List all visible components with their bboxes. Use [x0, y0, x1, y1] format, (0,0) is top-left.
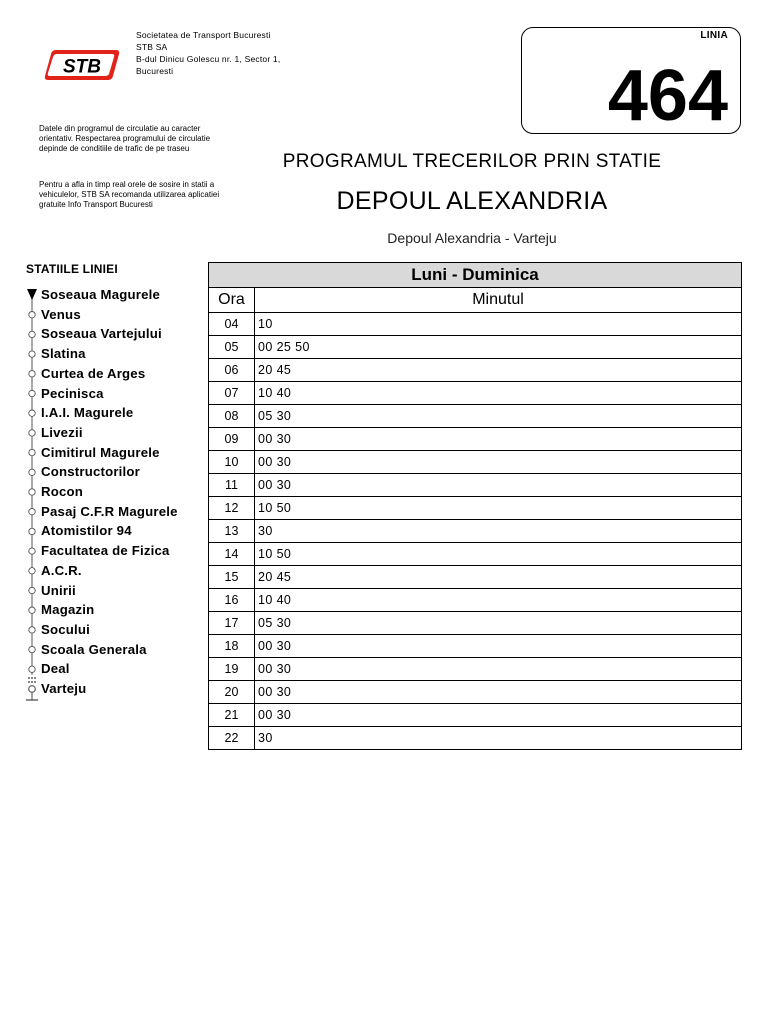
station-item: Curtea de Arges — [41, 365, 146, 381]
station-marker — [29, 449, 35, 455]
station-marker — [29, 489, 35, 495]
hour-cell: 16 — [209, 589, 255, 611]
station-marker — [29, 568, 35, 574]
table-row — [209, 520, 741, 543]
hour-cell: 11 — [209, 474, 255, 496]
station-marker — [29, 607, 35, 613]
table-row — [209, 727, 741, 749]
minutes-cell: 10 — [258, 317, 273, 331]
table-row — [209, 704, 741, 727]
hour-cell: 04 — [209, 313, 255, 335]
station-item: Slatina — [41, 346, 86, 362]
station-marker — [29, 331, 35, 337]
station-marker — [29, 528, 35, 534]
station-item: Unirii — [41, 582, 76, 598]
logo-text: STB — [63, 56, 101, 78]
company-city: Bucuresti — [136, 66, 174, 76]
program-title: PROGRAMUL TRECERILOR PRIN STATIE — [282, 151, 662, 172]
station-item: Atomistilor 94 — [41, 523, 132, 539]
hour-cell: 07 — [209, 382, 255, 404]
minutes-cell: 00 30 — [258, 685, 292, 699]
table-row — [209, 497, 741, 520]
minutes-cell: 10 40 — [258, 386, 292, 400]
minutes-cell: 00 30 — [258, 639, 292, 653]
station-item: I.A.I. Magurele — [41, 405, 134, 421]
station-title: DEPOUL ALEXANDRIA — [336, 187, 608, 215]
timetable-body — [209, 313, 741, 749]
hour-cell: 13 — [209, 520, 255, 542]
hour-cell: 17 — [209, 612, 255, 634]
hour-cell: 12 — [209, 497, 255, 519]
hour-cell: 20 — [209, 681, 255, 703]
hour-cell: 09 — [209, 428, 255, 450]
station-marker — [29, 469, 35, 475]
station-item: Pecinisca — [41, 385, 104, 401]
line-label: LINIA — [700, 30, 728, 41]
table-row — [209, 382, 741, 405]
hour-cell: 18 — [209, 635, 255, 657]
table-row — [209, 359, 741, 382]
table-row — [209, 658, 741, 681]
table-row — [209, 474, 741, 497]
terminus-dot — [31, 677, 33, 679]
table-row — [209, 543, 741, 566]
station-item: A.C.R. — [41, 562, 82, 578]
table-row — [209, 428, 741, 451]
hour-cell: 08 — [209, 405, 255, 427]
table-row — [209, 681, 741, 704]
station-item: Soseaua Vartejului — [41, 326, 162, 342]
station-item: Constructorilor — [41, 464, 140, 480]
table-row — [209, 313, 741, 336]
schedule-disclaimer: Datele din programul de circulatie au caracter orientativ. Respectarea programului de circulatie depinde de conditiile de trafic de pe traseu — [39, 124, 211, 153]
station-item: Soseaua Magurele — [41, 287, 161, 302]
station-item: Socului — [41, 621, 91, 637]
terminus-dot — [34, 681, 36, 683]
station-marker — [29, 666, 35, 672]
station-marker — [29, 509, 35, 515]
table-row — [209, 451, 741, 474]
minutes-cell: 20 45 — [258, 570, 292, 584]
minutes-cell: 30 — [258, 524, 273, 538]
station-marker — [29, 371, 35, 377]
minutes-cell: 00 25 50 — [258, 340, 310, 354]
table-row — [209, 635, 741, 658]
minutes-cell: 10 50 — [258, 501, 292, 515]
company-info — [136, 29, 280, 77]
station-marker — [29, 410, 35, 416]
hour-cell: 21 — [209, 704, 255, 726]
minutes-cell: 10 40 — [258, 593, 292, 607]
station-item: Venus — [41, 306, 81, 322]
timetable-day-label: Luni - Duminica — [209, 263, 741, 288]
line-number: 464 — [607, 56, 728, 136]
stb-logo — [44, 48, 120, 82]
station-item: Livezii — [41, 424, 83, 440]
minutes-cell: 10 50 — [258, 547, 292, 561]
minutes-cell: 00 30 — [258, 662, 292, 676]
station-item: Deal — [41, 661, 70, 677]
start-station-marker — [27, 289, 37, 300]
station-marker — [29, 548, 35, 554]
minutes-cell: 05 30 — [258, 409, 292, 423]
hour-cell: 15 — [209, 566, 255, 588]
route-direction: Depoul Alexandria - Varteju — [387, 230, 557, 246]
station-marker — [29, 351, 35, 357]
station-item: Scoala Generala — [41, 641, 147, 657]
company-short: STB SA — [136, 42, 168, 52]
minute-column-header: Minutul — [472, 291, 524, 308]
station-item: Magazin — [41, 602, 95, 618]
station-marker — [29, 312, 35, 318]
terminus-dot — [28, 677, 30, 679]
hour-cell: 22 — [209, 727, 255, 749]
timetable-column-headers — [209, 288, 741, 313]
line-number-box — [521, 27, 741, 134]
station-item: Rocon — [41, 484, 84, 499]
station-marker — [29, 627, 35, 633]
company-address: B-dul Dinicu Golescu nr. 1, Sector 1, — [136, 54, 281, 64]
table-row — [209, 336, 741, 359]
end-station-marker — [29, 686, 36, 693]
table-row — [209, 566, 741, 589]
station-marker — [29, 646, 35, 652]
station-item: Pasaj C.F.R Magurele — [41, 503, 178, 519]
station-marker — [29, 390, 35, 396]
minutes-cell: 00 30 — [258, 478, 292, 492]
minutes-cell: 00 30 — [258, 432, 292, 446]
station-item: Varteju — [41, 681, 87, 696]
hour-cell: 10 — [209, 451, 255, 473]
app-info-note: Pentru a afla in timp real orele de sosire in statii a vehiculelor, STB SA recomanda utilizarea aplicatiei gratuite Info Transport Bucuresti — [39, 180, 220, 209]
minutes-cell: 00 30 — [258, 455, 292, 469]
hour-cell: 19 — [209, 658, 255, 680]
timetable — [208, 262, 742, 750]
hour-cell: 14 — [209, 543, 255, 565]
station-list — [22, 285, 212, 705]
minutes-cell: 30 — [258, 731, 273, 745]
minutes-cell: 05 30 — [258, 616, 292, 630]
table-row — [209, 589, 741, 612]
table-row — [209, 405, 741, 428]
hour-cell: 05 — [209, 336, 255, 358]
minutes-cell: 00 30 — [258, 708, 292, 722]
minutes-cell: 20 45 — [258, 363, 292, 377]
hour-cell: 06 — [209, 359, 255, 381]
terminus-dot — [31, 681, 33, 683]
station-marker — [29, 587, 35, 593]
company-name: Societatea de Transport Bucuresti — [136, 30, 271, 40]
terminus-dot — [28, 681, 30, 683]
hour-column-header: Ora — [209, 288, 255, 312]
station-item: Facultatea de Fizica — [41, 543, 170, 559]
station-marker — [29, 430, 35, 436]
stations-heading: STATIILE LINIEI — [26, 262, 118, 276]
station-item: Cimitirul Magurele — [41, 444, 160, 460]
table-row — [209, 612, 741, 635]
terminus-dot — [34, 677, 36, 679]
